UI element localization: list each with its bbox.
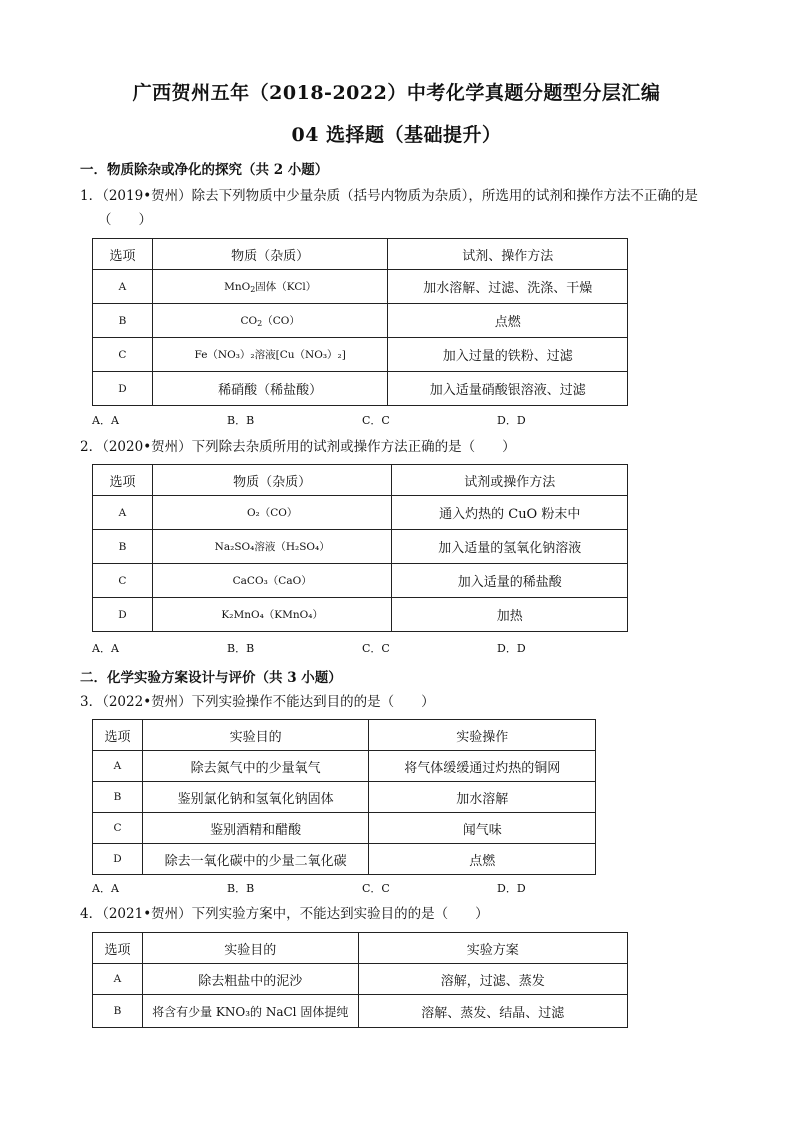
table-row bbox=[93, 995, 628, 1028]
row-method: 闻气味 bbox=[369, 813, 596, 844]
question-2-table bbox=[92, 464, 628, 632]
option-d[interactable]: D．D bbox=[497, 642, 526, 655]
table-row bbox=[93, 372, 628, 406]
option-d[interactable]: D．D bbox=[497, 882, 526, 895]
row-substance: Na₂SO₄溶液（H₂SO₄） bbox=[152, 530, 392, 564]
row-method: 加水溶解、过滤、洗涤、干燥 bbox=[388, 270, 628, 304]
row-substance: K₂MnO₄（KMnO₄） bbox=[152, 598, 392, 632]
row-method: 加水溶解 bbox=[369, 782, 596, 813]
header-substance: 物质（杂质） bbox=[152, 465, 392, 496]
table-row bbox=[93, 813, 596, 844]
table-header-row bbox=[93, 933, 628, 964]
question-2-stem: 2．（2020•贺州）下列除去杂质所用的试剂或操作方法正确的是（ ） bbox=[80, 439, 516, 455]
question-4-stem: 4．（2021•贺州）下列实验方案中，不能达到实验目的的是（ ） bbox=[80, 906, 489, 922]
question-4-table bbox=[92, 932, 628, 1028]
header-option: 选项 bbox=[93, 933, 143, 964]
row-goal: 除去粗盐中的泥沙 bbox=[142, 964, 358, 995]
row-option: D bbox=[93, 598, 153, 632]
row-method: 点燃 bbox=[369, 844, 596, 875]
row-method: 加入适量硝酸银溶液、过滤 bbox=[388, 372, 628, 406]
row-method: 通入灼热的 CuO 粉末中 bbox=[392, 496, 628, 530]
row-option: A bbox=[93, 751, 143, 782]
row-option: A bbox=[93, 964, 143, 995]
table-row bbox=[93, 844, 596, 875]
header-option: 选项 bbox=[93, 720, 143, 751]
row-option: B bbox=[93, 995, 143, 1028]
table-header-row bbox=[93, 239, 628, 270]
row-substance: Fe（NO₃）₂溶液[Cu（NO₃）₂] bbox=[152, 338, 388, 372]
row-option: B bbox=[93, 530, 153, 564]
document-title: 广西贺州五年（2018-2022）中考化学真题分题型分层汇编 bbox=[132, 82, 661, 104]
table-row bbox=[93, 530, 628, 564]
table-row bbox=[93, 496, 628, 530]
header-method: 实验操作 bbox=[369, 720, 596, 751]
option-c[interactable]: C．C bbox=[362, 414, 390, 427]
question-1-stem bbox=[80, 184, 730, 232]
row-substance: $CO_2(CO)$ bbox=[152, 304, 388, 338]
row-option: B bbox=[93, 782, 143, 813]
row-option: C bbox=[93, 564, 153, 598]
table-row bbox=[93, 598, 628, 632]
option-d[interactable]: D．D bbox=[497, 414, 526, 427]
header-option: 选项 bbox=[93, 239, 153, 270]
row-method: 将气体缓缓通过灼热的铜网 bbox=[369, 751, 596, 782]
row-option: A bbox=[93, 496, 153, 530]
table-row bbox=[93, 270, 628, 304]
row-method: 点燃 bbox=[388, 304, 628, 338]
question-1-options bbox=[92, 412, 632, 428]
header-option: 选项 bbox=[93, 465, 153, 496]
table-row bbox=[93, 751, 596, 782]
option-b[interactable]: B．B bbox=[227, 414, 255, 427]
table-row bbox=[93, 564, 628, 598]
question-1-table bbox=[92, 238, 628, 406]
option-a[interactable]: A．A bbox=[92, 642, 119, 655]
option-b[interactable]: B．B bbox=[227, 882, 255, 895]
row-method: 加热 bbox=[392, 598, 628, 632]
section-heading-2: 二．化学实验方案设计与评价（共 3 小题） bbox=[80, 670, 342, 686]
header-method: 试剂、操作方法 bbox=[388, 239, 628, 270]
row-method: 加入适量的氢氧化钠溶液 bbox=[392, 530, 628, 564]
table-row bbox=[93, 304, 628, 338]
row-goal: 鉴别氯化钠和氢氧化钠固体 bbox=[142, 782, 369, 813]
document-subtitle: 04 选择题（基础提升） bbox=[291, 124, 502, 146]
table-header-row bbox=[93, 465, 628, 496]
row-option: C bbox=[93, 338, 153, 372]
header-method: 试剂或操作方法 bbox=[392, 465, 628, 496]
row-option: A bbox=[93, 270, 153, 304]
header-method: 实验方案 bbox=[358, 933, 627, 964]
question-2-options bbox=[92, 640, 632, 656]
table-header-row bbox=[93, 720, 596, 751]
row-option: B bbox=[93, 304, 153, 338]
question-1-stem-text: 1．（2019•贺州）除去下列物质中少量杂质（括号内物质为杂质），所选用的试剂和操作方法不正确的是 bbox=[80, 188, 698, 204]
row-substance: 稀硝酸（稀盐酸） bbox=[152, 372, 388, 406]
option-b[interactable]: B．B bbox=[227, 642, 255, 655]
question-3-table bbox=[92, 719, 596, 875]
row-method: 加入适量的稀盐酸 bbox=[392, 564, 628, 598]
row-option: D bbox=[93, 372, 153, 406]
section-heading-1: 一．物质除杂或净化的探究（共 2 小题） bbox=[80, 162, 329, 178]
row-goal: 将含有少量 KNO₃的 NaCl 固体提纯 bbox=[142, 995, 358, 1028]
row-goal: 鉴别酒精和醋酸 bbox=[142, 813, 369, 844]
question-3-stem: 3．（2022•贺州）下列实验操作不能达到目的的是（ ） bbox=[80, 694, 435, 710]
option-c[interactable]: C．C bbox=[362, 882, 390, 895]
row-substance: O₂（CO） bbox=[152, 496, 392, 530]
header-goal: 实验目的 bbox=[142, 933, 358, 964]
header-substance: 物质（杂质） bbox=[152, 239, 388, 270]
option-a[interactable]: A．A bbox=[92, 414, 119, 427]
table-row bbox=[93, 782, 596, 813]
question-3-options bbox=[92, 880, 632, 896]
table-row bbox=[93, 964, 628, 995]
header-goal: 实验目的 bbox=[142, 720, 369, 751]
row-substance: CaCO₃（CaO） bbox=[152, 564, 392, 598]
row-option: C bbox=[93, 813, 143, 844]
option-c[interactable]: C．C bbox=[362, 642, 390, 655]
row-substance: MnO$_2$固体（KCl） bbox=[152, 270, 388, 304]
row-goal: 除去氮气中的少量氧气 bbox=[142, 751, 369, 782]
row-method: 溶解、蒸发、结晶、过滤 bbox=[358, 995, 627, 1028]
option-a[interactable]: A．A bbox=[92, 882, 119, 895]
row-option: D bbox=[93, 844, 143, 875]
row-method: 溶解，过滤、蒸发 bbox=[358, 964, 627, 995]
row-method: 加入过量的铁粉、过滤 bbox=[388, 338, 628, 372]
table-row bbox=[93, 338, 628, 372]
row-goal: 除去一氧化碳中的少量二氧化碳 bbox=[142, 844, 369, 875]
question-1-stem-blank: （ ） bbox=[98, 212, 152, 228]
